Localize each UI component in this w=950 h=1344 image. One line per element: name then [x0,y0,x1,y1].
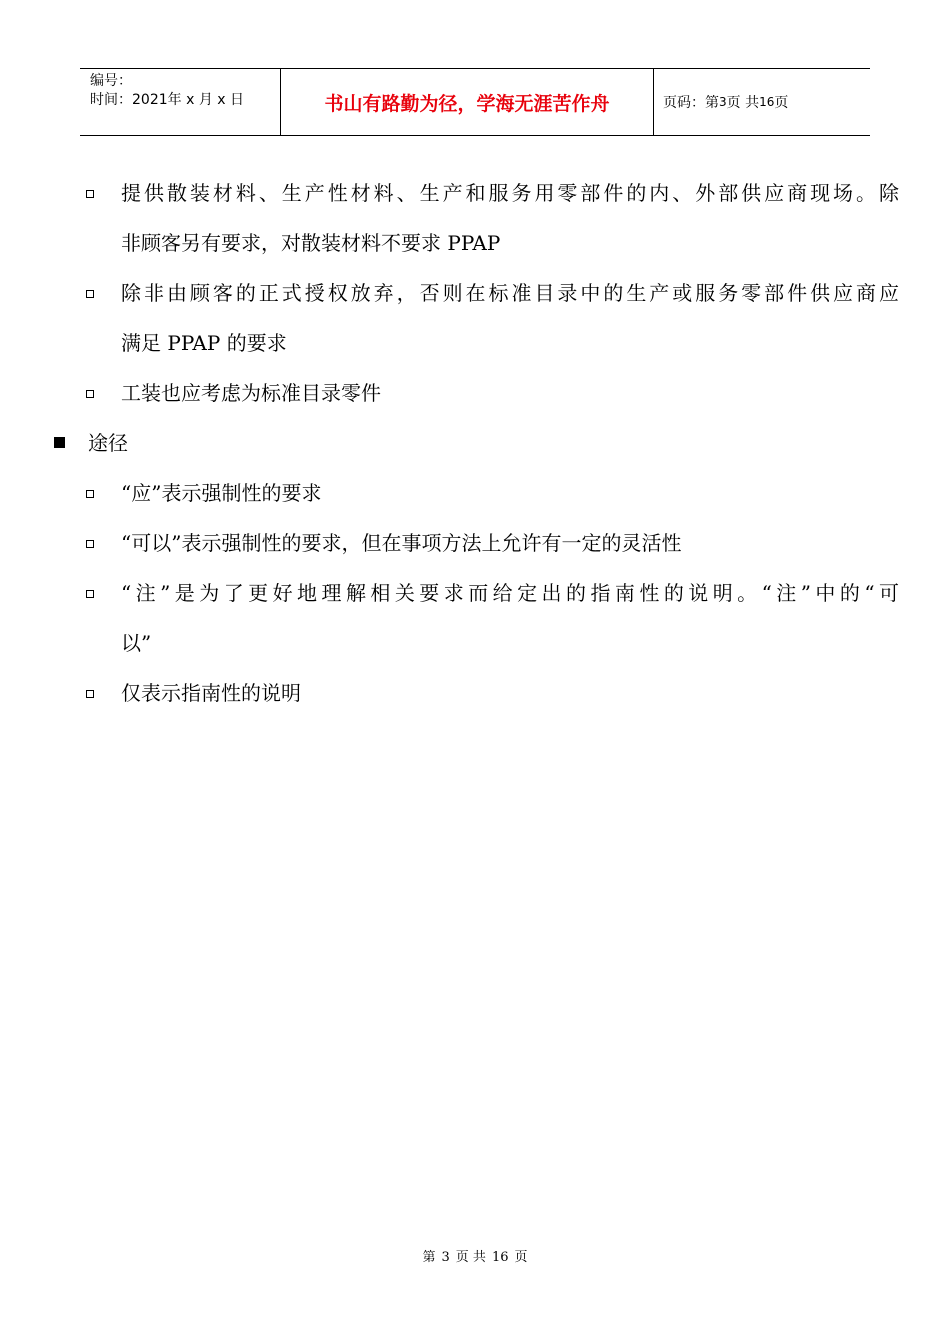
list-item-line: 满足 PPAP 的要求 [121,331,287,355]
list-item-line: 仅表示指南性的说明 [121,681,301,705]
list-item [0,668,899,718]
page-end: 页 [774,95,789,111]
list-item-line: “可以”表示强制性的要求，但在事项方法上允许有一定的灵活性 [121,531,682,555]
page-number: 3 [719,95,727,109]
time-label: 时间： [90,92,132,108]
hollow-square-bullet-icon [86,390,94,398]
page-total: 16 [759,95,775,109]
hollow-square-bullet-icon [86,490,94,498]
footer-pre: 第 [422,1250,436,1265]
hollow-square-bullet-icon [86,540,94,548]
list-item [0,518,899,568]
list-item-line: 以” [121,631,152,655]
document-date [90,91,280,110]
filled-square-bullet-icon [54,437,65,448]
hollow-square-bullet-icon [86,590,94,598]
list-item-line: “应”表示强制性的要求 [121,481,322,505]
document-body [0,168,950,718]
list-item [0,168,899,268]
date-rest: 年 x 月 x 日 [167,92,245,108]
list-item-line: 提供散装材料、生产性材料、生产和服务用零部件的内、外部供应商现场。除 [121,181,899,205]
list-item-line: 除非由顾客的正式授权放弃，否则在标准目录中的生产或服务零部件供应商应 [121,281,899,305]
list-item-line: 非顾客另有要求，对散装材料不要求 PPAP [121,231,501,255]
page-label: 页码：第 [663,95,719,111]
list-item [0,468,899,518]
list-item [0,568,899,668]
footer-page-total: 16 [491,1250,509,1265]
footer-page-number: 3 [441,1250,450,1265]
header-page-info [654,69,870,135]
page-header [80,68,870,136]
footer-post: 页 [514,1250,528,1265]
footer-mid: 页 共 [455,1250,486,1265]
section-heading [0,418,950,468]
page-mid: 页 共 [726,95,760,111]
page-footer [0,1246,950,1265]
hollow-square-bullet-icon [86,290,94,298]
document-number: 编号： [90,73,132,89]
list-item [0,268,899,368]
list-item-line: “注”是为了更好地理解相关要求而给定出的指南性的说明。“注”中的“可 [121,581,899,605]
year: 2021 [132,92,168,108]
list-item-line: 工装也应考虑为标准目录零件 [121,381,381,405]
hollow-square-bullet-icon [86,190,94,198]
hollow-square-bullet-icon [86,690,94,698]
header-meta [80,69,281,135]
section-heading-text: 途径 [88,431,128,455]
list-item [0,368,899,418]
header-motto: 书山有路勤为径，学海无涯苦作舟 [281,69,654,135]
